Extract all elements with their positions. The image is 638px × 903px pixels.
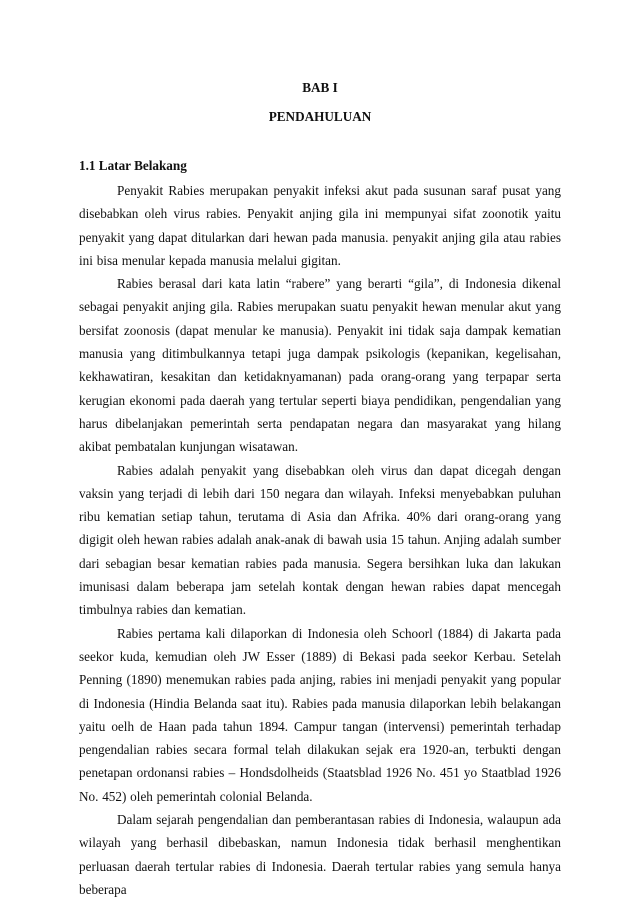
paragraph-2: Rabies berasal dari kata latin “rabere” yang berarti “gila”, di Indonesia dikenal sebagai penyakit anjing gila. Rabies merupakan suatu penyakit hewan menular akut yang bersifat zoonosis (dapat menular ke manusia). Penyakit ini tidak saja dampak kematian manusia yang ditimbulkannya tetapi juga dampak psikologis (kepanikan, kegelisahan, kekhawatiran, kesakitan dan ketidaknyamanan) pada orang-orang yang terpapar serta kerugian ekonomi pada daerah yang tertular seperti biaya pendidikan, pengendalian yang harus dibelanjakan pemerintah serta pendapatan negara dan masyarakat yang hilang akibat pembatalan kunjungan wisatawan. — [79, 276, 561, 455]
paragraph-3: Rabies adalah penyakit yang disebabkan oleh virus dan dapat dicegah dengan vaksin yang terjadi di lebih dari 150 negara dan wilayah. Infeksi menyebabkan puluhan ribu kematian setiap tahun, terutama di Asia dan Afrika. 40% dari orang-orang yang digigit oleh hewan rabies adalah anak-anak di bawah usia 15 tahun. Anjing adalah sumber dari sebagian besar kematian rabies pada manusia. Segera bersihkan luka dan lakukan imunisasi dalam beberapa jam setelah kontak dengan hewan rabies dapat mencegah timbulnya rabies dan kematian. — [79, 462, 561, 618]
paragraph-5: Dalam sejarah pengendalian dan pemberantasan rabies di Indonesia, walaupun ada wilayah yang berhasil dibebaskan, namun Indonesia tidak berhasil menghentikan perluasan daerah tertular rabies di Indonesia. Daerah tertular rabies yang semula hanya beberapa — [79, 812, 561, 897]
chapter-title: PENDAHULUAN — [268, 109, 372, 124]
chapter-number: BAB I — [302, 80, 338, 95]
paragraph-1: Penyakit Rabies merupakan penyakit infeksi akut pada susunan saraf pusat yang disebabkan oleh virus rabies. Penyakit anjing gila ini mempunyai sifat zoonotik yaitu penyakit yang dapat ditularkan dari hewan pada manusia. penyakit anjing gila atau rabies ini bisa menular kepada manusia melalui gigitan. — [79, 183, 561, 268]
document-body — [79, 68, 561, 901]
paragraph-4: Rabies pertama kali dilaporkan di Indonesia oleh Schoorl (1884) di Jakarta pada seekor kuda, kemudian oleh JW Esser (1889) di Bekasi pada seekor Kerbau. Setelah Penning (1890) menemukan rabies pada anjing, rabies ini menjadi penyakit yang popular di Indonesia (Hindia Belanda saat itu). Rabies pada manusia dilaporkan lebih belakangan yaitu oelh de Haan pada tahun 1894. Campur tangan (intervensi) pemerintah terhadap pengendalian rabies secara formal telah dilakukan sejak era 1920-an, terbukti dengan penetapan ordonansi rabies – Hondsdolheids (Staatsblad 1926 No. 451 yo Staatblad 1926 No. 452) oleh pemerintah colonial Belanda. — [79, 625, 561, 804]
section-heading: 1.1 Latar Belakang — [79, 158, 187, 173]
